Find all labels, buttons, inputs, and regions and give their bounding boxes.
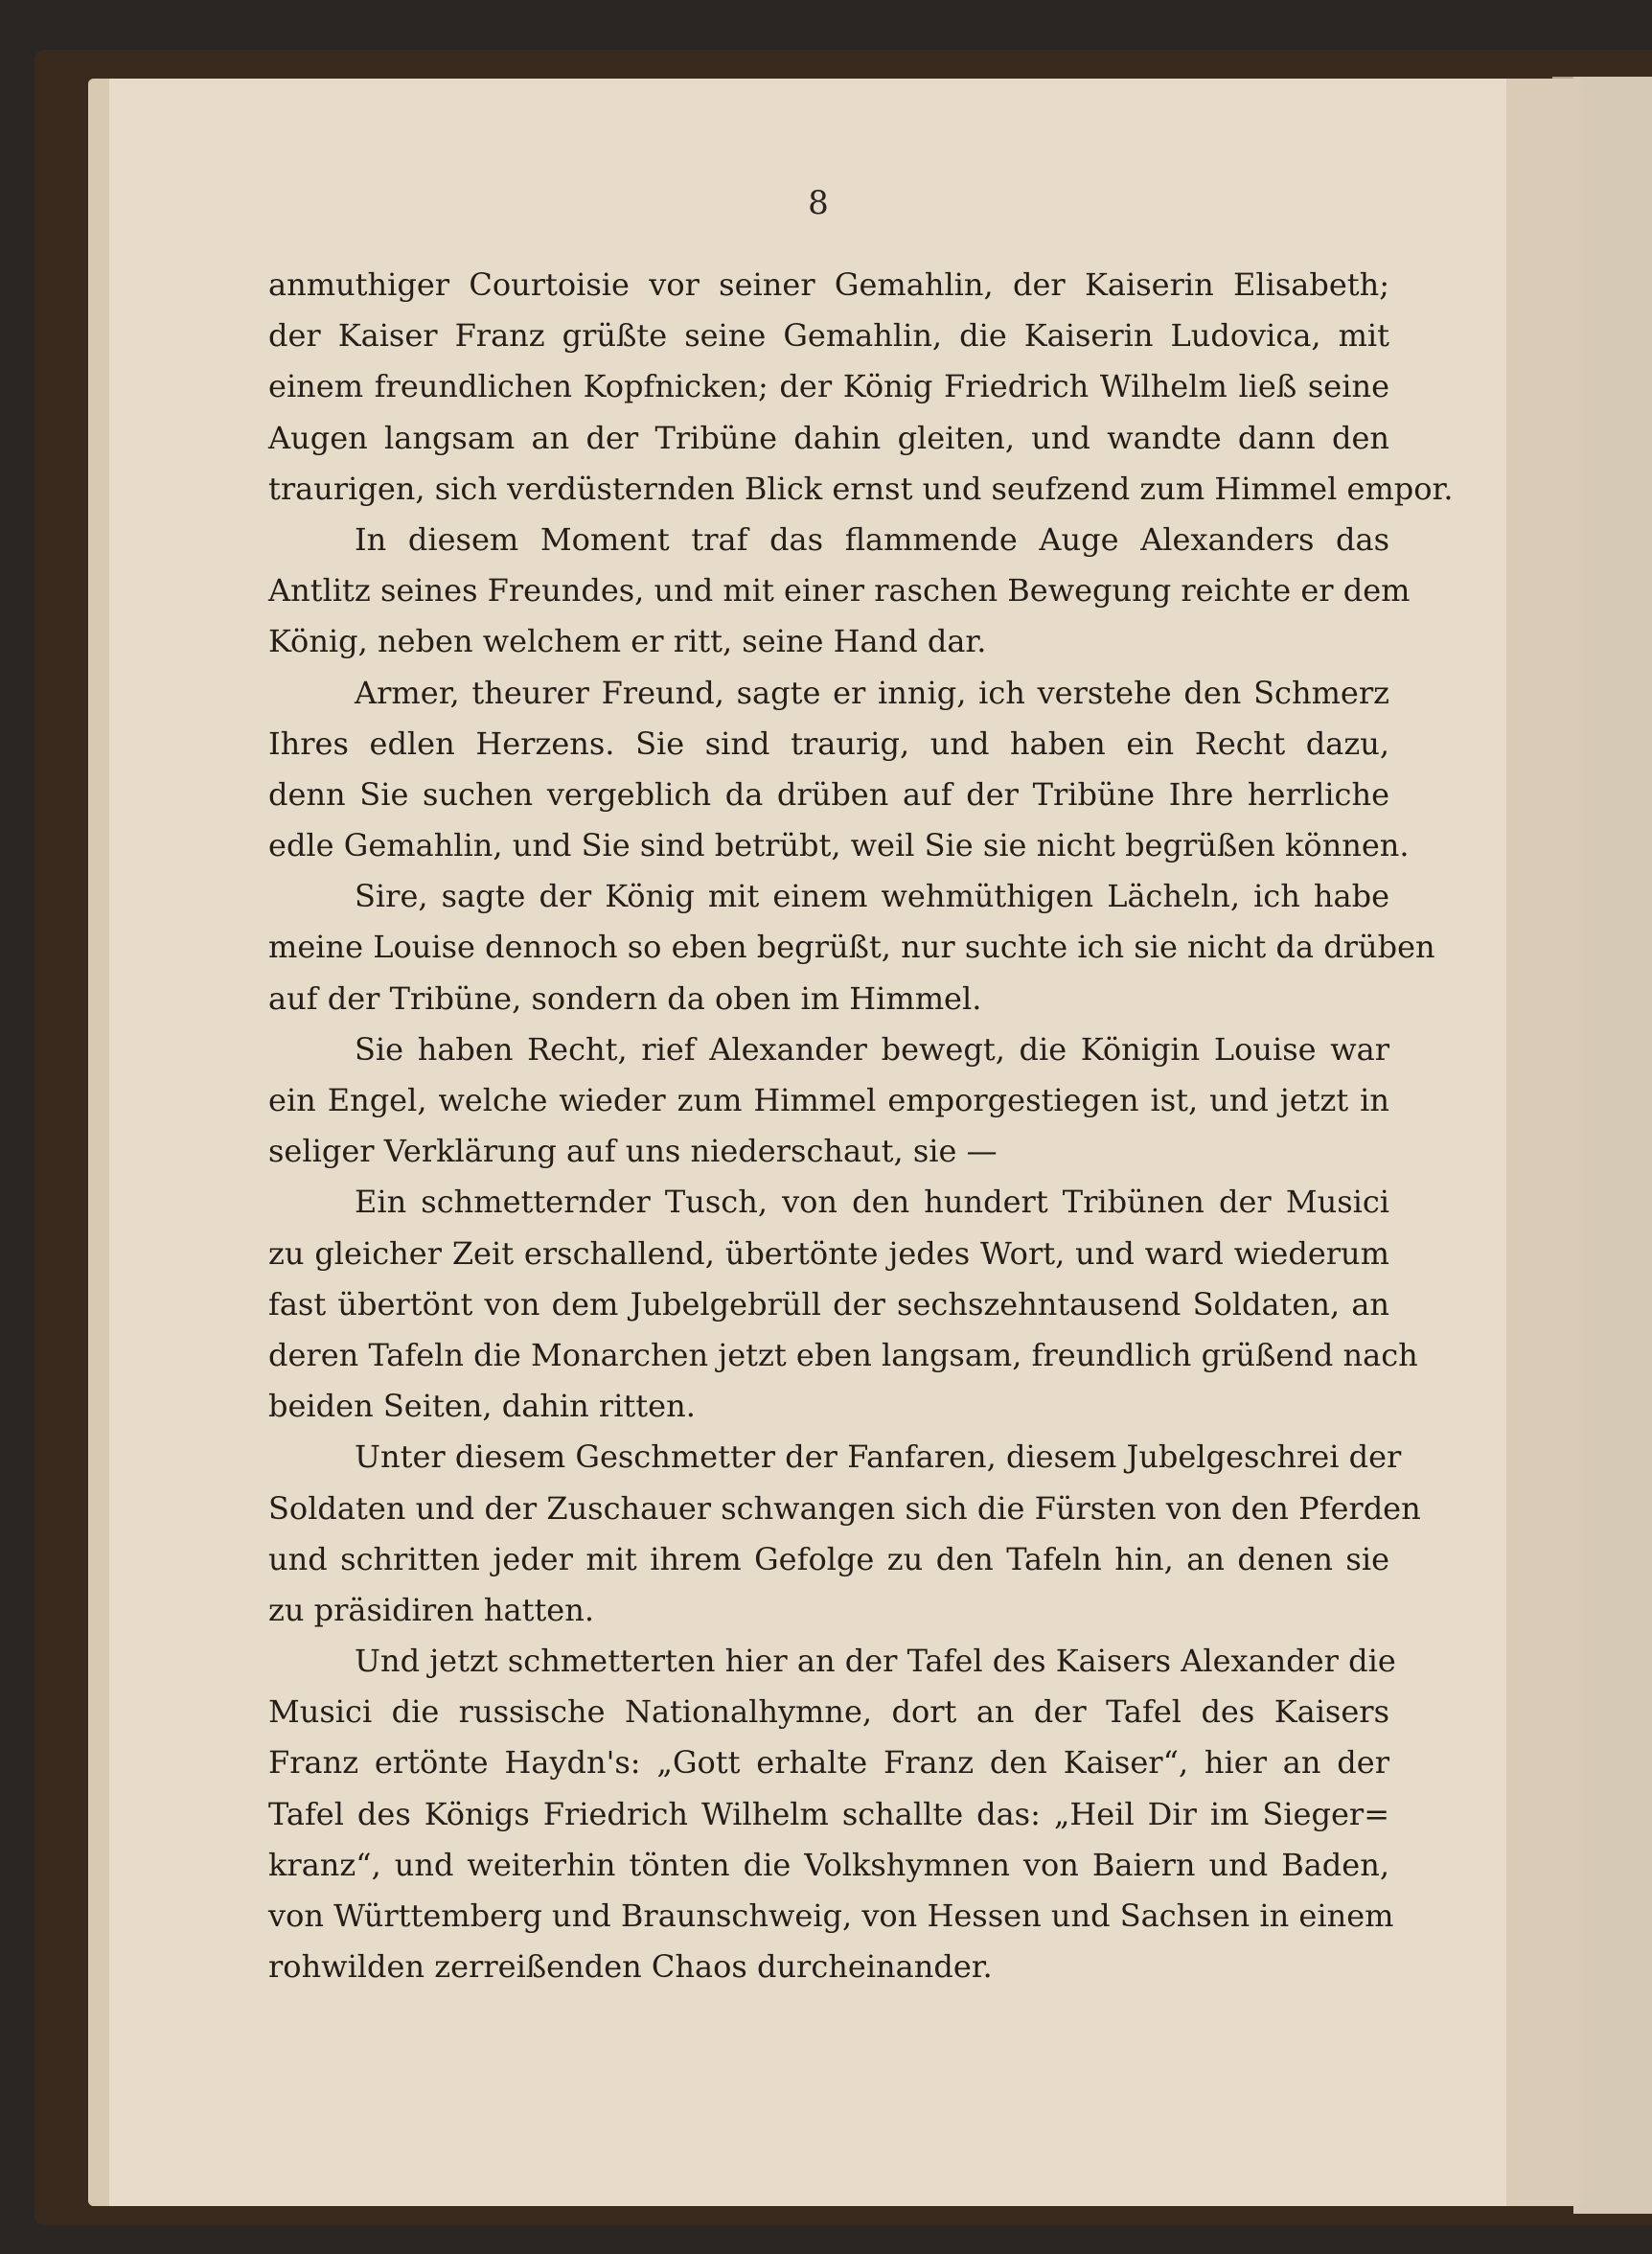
- text-line: auf der Tribüne, sondern da oben im Himmel.: [268, 979, 982, 1017]
- text-line: Musici die russische Nationalhymne, dort an der Tafel des Kaisers: [268, 1693, 1389, 1731]
- text-line: von Württemberg und Braunschweig, von Hessen und Sachsen in einem: [268, 1898, 1394, 1934]
- text-line: König, neben welchem er ritt, seine Hand dar.: [268, 623, 987, 660]
- text-line: Soldaten und der Zuschauer schwangen sich die Fürsten von den Pferden: [268, 1489, 1421, 1527]
- text-line: Antlitz seines Freundes, und mit einer raschen Bewegung reichte er dem: [268, 572, 1411, 610]
- text-line: rohwilden zerreißenden Chaos durcheinander.: [268, 1948, 993, 1986]
- text-line: deren Tafeln die Monarchen jetzt eben langsam, freundlich grüßend nach: [268, 1336, 1418, 1373]
- text-line: traurigen, sich verdüsternden Blick ernst und seufzend zum Himmel empor.: [268, 470, 1454, 507]
- text-line: Sie haben Recht, rief Alexander bewegt, die Königin Louise war: [355, 1030, 1389, 1068]
- page-stain: [1506, 79, 1583, 2206]
- text-line: denn Sie suchen vergeblich da drüben auf der Tribüne Ihre herrliche: [268, 775, 1389, 813]
- page-edge-shadow: [88, 79, 109, 2206]
- text-line: Armer, theurer Freund, sagte er innig, ich verstehe den Schmerz: [355, 674, 1389, 711]
- facing-page-edge: [1573, 77, 1652, 2214]
- page-number: 8: [808, 184, 829, 222]
- text-line: Sire, sagte der König mit einem wehmüthigen Lächeln, ich habe: [355, 878, 1389, 915]
- text-line: Ein schmetternder Tusch, von den hundert Tribünen der Musici: [355, 1184, 1389, 1221]
- text-line: und schritten jeder mit ihrem Gefolge zu den Tafeln hin, an denen sie: [268, 1540, 1389, 1577]
- text-line: fast übertönt von dem Jubelgebrüll der sechszehntausend Soldaten, an: [268, 1285, 1389, 1322]
- text-line: kranz“, und weiterhin tönten die Volkshymnen von Baiern und Baden,: [268, 1846, 1389, 1883]
- text-line: edle Gemahlin, und Sie sind betrübt, weil Sie sie nicht begrüßen können.: [268, 827, 1410, 864]
- text-line: Ihres edlen Herzens. Sie sind traurig, und haben ein Recht dazu,: [268, 724, 1389, 762]
- text-line: meine Louise dennoch so eben begrüßt, nur suchte ich sie nicht da drüben: [268, 929, 1435, 966]
- text-line: Tafel des Königs Friedrich Wilhelm schallte das: „Heil Dir im Sieger=: [268, 1795, 1389, 1832]
- text-line: Augen langsam an der Tribüne dahin gleiten, und wandte dann den: [268, 419, 1389, 456]
- text-line: anmuthiger Courtoisie vor seiner Gemahlin, der Kaiserin Elisabeth;: [268, 266, 1389, 303]
- text-line: beiden Seiten, dahin ritten.: [268, 1388, 696, 1425]
- text-line: zu gleicher Zeit erschallend, übertönte jedes Wort, und ward wiederum: [268, 1234, 1389, 1272]
- text-line: seliger Verklärung auf uns niederschaut, sie —: [268, 1133, 998, 1170]
- text-line: Unter diesem Geschmetter der Fanfaren, diesem Jubelgeschrei der: [355, 1438, 1402, 1476]
- text-line: der Kaiser Franz grüßte seine Gemahlin, die Kaiserin Ludovica, mit: [268, 317, 1389, 355]
- text-line: zu präsidiren hatten.: [268, 1591, 595, 1628]
- text-line: Und jetzt schmetterten hier an der Tafel des Kaisers Alexander die: [355, 1643, 1396, 1680]
- text-line: In diesem Moment traf das flammende Auge Alexanders das: [355, 520, 1389, 558]
- text-line: einem freundlichen Kopfnicken; der König Friedrich Wilhelm ließ seine: [268, 368, 1389, 405]
- page-text: [268, 260, 1454, 1992]
- text-line: ein Engel, welche wieder zum Himmel emporgestiegen ist, und jetzt in: [268, 1082, 1389, 1118]
- text-line: Franz ertönte Haydn's: „Gott erhalte Franz den Kaiser“, hier an der: [268, 1744, 1389, 1782]
